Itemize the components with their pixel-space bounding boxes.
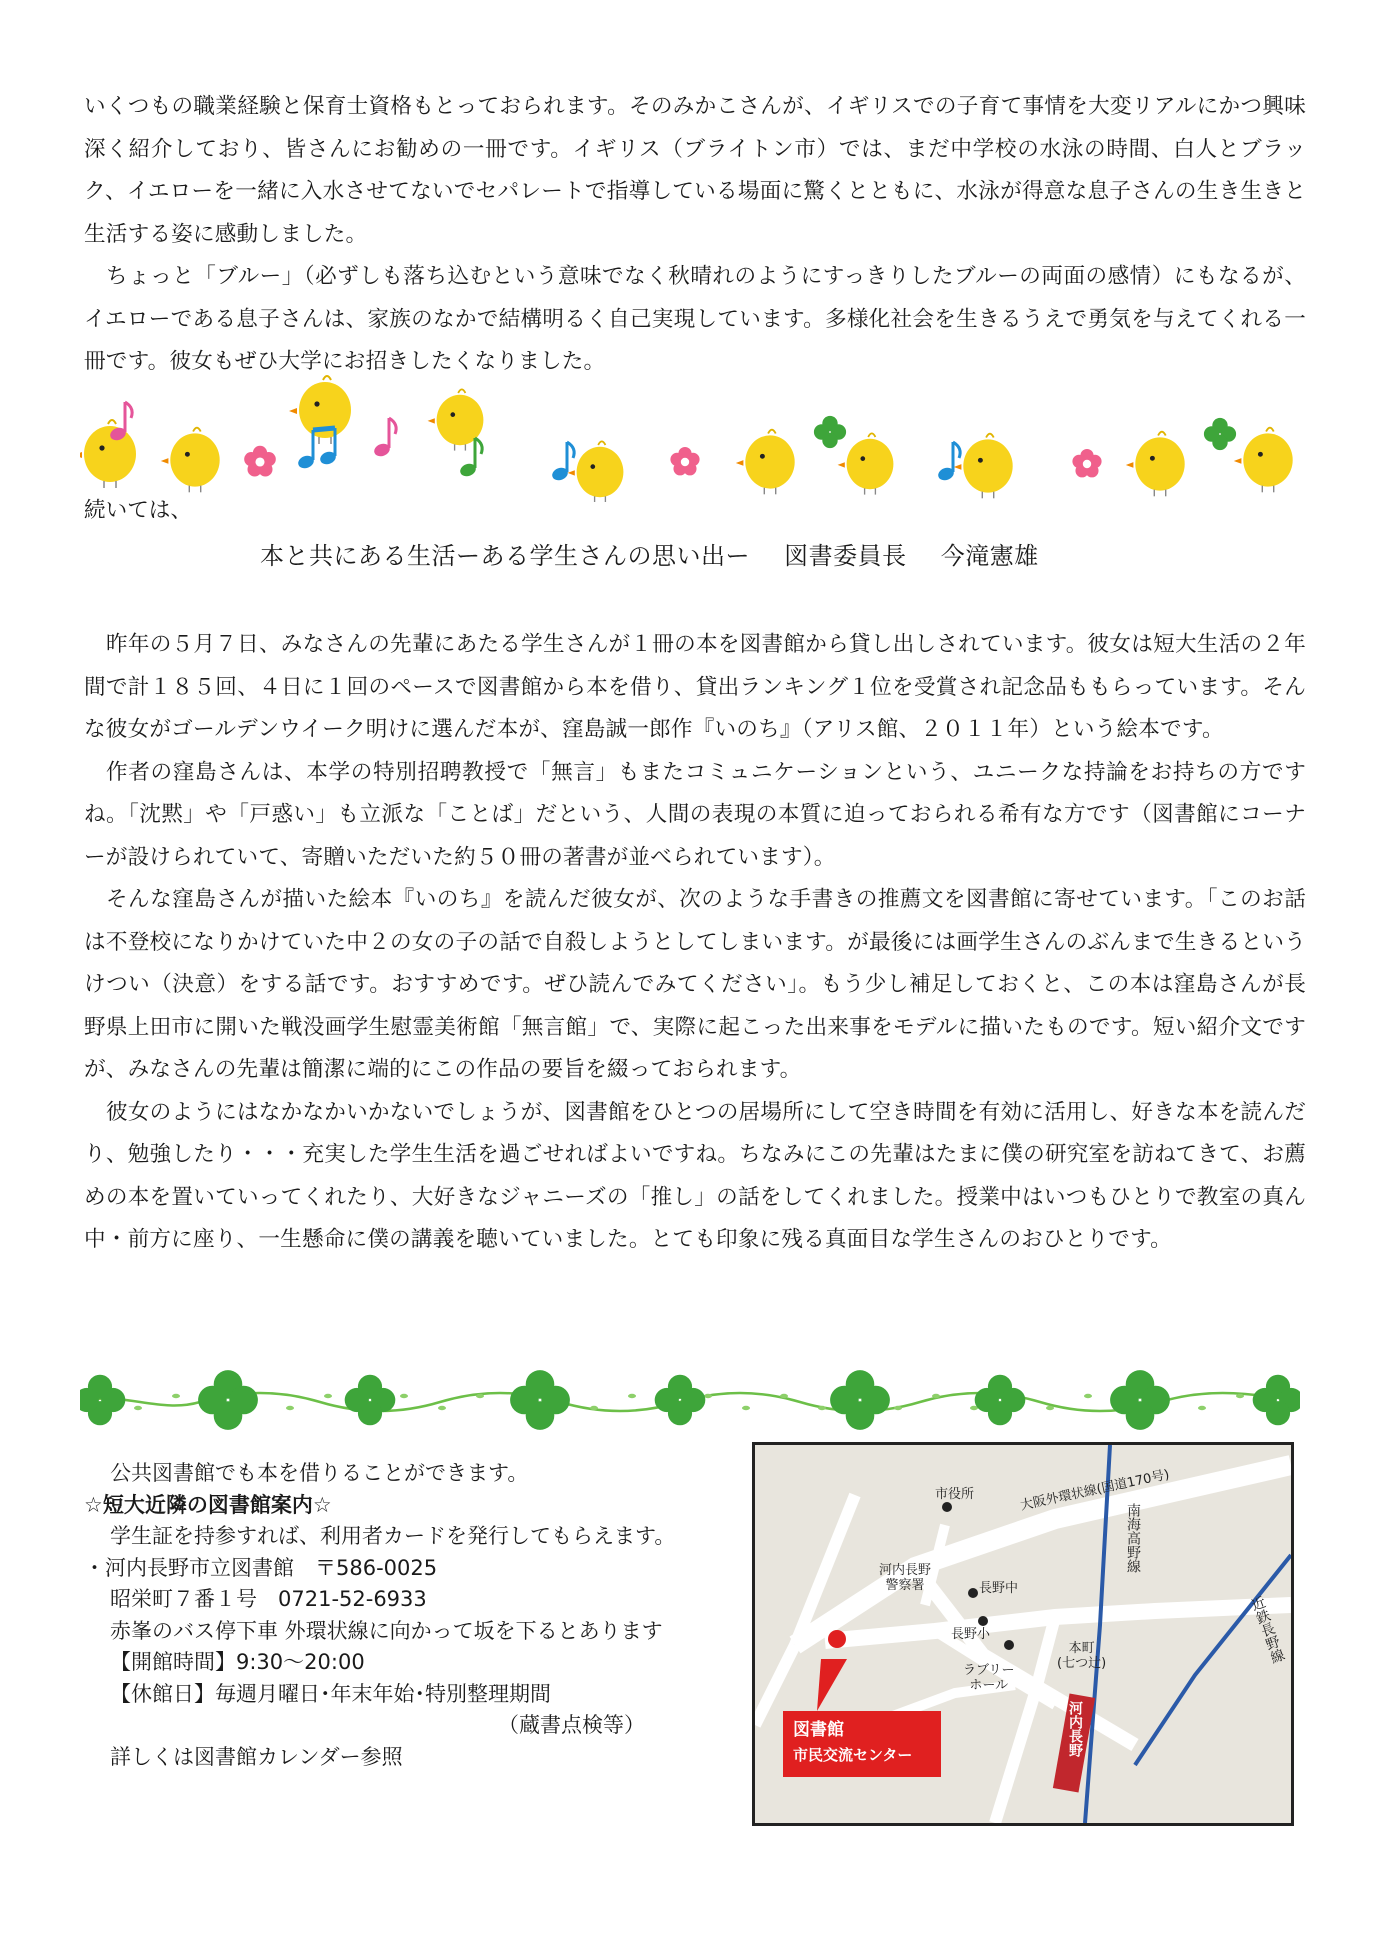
- article-heading: [260, 540, 1065, 572]
- clover-icon: [814, 416, 846, 448]
- chick-icon: [838, 433, 894, 494]
- article-author-name: 今滝憲雄: [940, 542, 1039, 570]
- clover-icon: [198, 1370, 258, 1430]
- vine-leaf: [1046, 1406, 1054, 1410]
- map-label-police: [879, 1563, 931, 1593]
- vine-leaf: [1198, 1406, 1206, 1410]
- vine-leaf: [590, 1406, 598, 1410]
- map-label-honmachi-2: (七つ辻): [1057, 1656, 1107, 1671]
- article-paragraph-4: 彼女のようにはなかなかいかないでしょうが、図書館をひとつの居場所にして空き時間を有効に活用し、好きな本を読んだり、勉強したり・・・充実した学生生活を過ごせればよいですね。ちなみにこの先輩はたまに僕の研究室を訪ねてきて、お薦めの本を置いていってくれたり、大好きなジャニーズの「推し」の話をしてくれました。授業中はいつもひとりで教室の真ん中・前方に座り、一生懸命に僕の講義を聴いていました。とても印象に残る真面目な学生さんのおひとりです。: [84, 1099, 1306, 1252]
- map-label-route: 大阪外環状線(国道170号): [1019, 1467, 1171, 1514]
- clover-icon: [1253, 1375, 1300, 1426]
- vine-leaf: [286, 1406, 294, 1410]
- hours-label: 【開館時間】: [110, 1650, 236, 1674]
- closed-label: 【休館日】: [110, 1681, 215, 1706]
- map-label-lovely-hall: [963, 1663, 1014, 1693]
- map-label-police-1: 河内長野: [879, 1563, 932, 1578]
- vine-leaf: [742, 1406, 750, 1410]
- library-closed: [84, 1679, 774, 1711]
- clover-icon: [655, 1375, 706, 1426]
- vine-leaf: [780, 1394, 788, 1398]
- clover-vine-illustration: [80, 1370, 1300, 1430]
- chick-icon: [161, 428, 220, 493]
- map-library-label: [783, 1711, 941, 1777]
- clover-icon: [975, 1375, 1026, 1426]
- vine-leaf: [324, 1394, 332, 1398]
- vine-leaf: [704, 1394, 712, 1398]
- intro-paragraph-2: ちょっと「ブルー」（必ずしも落ち込むという意味でなく秋晴れのようにすっきりしたブルーの両面の感情）にもなるが、イエローである息子さんは、家族のなかで結構明るく自己実現しています。多様化社会を生きるうえで勇気を与えてくれる一冊です。彼女もぜひ大学にお招きしたくなりました。: [84, 264, 1306, 374]
- flower-icon: [1072, 449, 1101, 477]
- vine-leaf: [400, 1394, 408, 1398]
- map-label-station: 河内長野: [1067, 1701, 1083, 1757]
- chick-icon: [568, 441, 624, 502]
- map-label-nagano-es: 長野小: [951, 1627, 991, 1642]
- vine-leaf: [894, 1406, 902, 1410]
- library-name-line: ・河内長野市立図書館 〒586-0025: [84, 1555, 438, 1580]
- vine-leaf: [438, 1406, 446, 1410]
- library-address-line: 昭栄町７番１号 0721-52-6933: [110, 1587, 427, 1611]
- library-info: [84, 1458, 774, 1773]
- vine-leaf: [1236, 1394, 1244, 1398]
- library-bus-line: 赤峯のバス停下車 外環状線に向かって坂を下るとあります: [110, 1618, 663, 1643]
- closed-note: （蔵書点検等）: [498, 1713, 645, 1737]
- article-body: [84, 624, 1306, 1262]
- article-paragraph-3: そんな窪島さんが描いた絵本『いのち』を読んだ彼女が、次のような手書きの推薦文を図書館に寄せています。「このお話は不登校になりかけていた中２の女の子の話で自殺しようとしてしまいます。が最後には画学生さんのぶんまで生きるというけつい（決意）をする話です。おすすめです。ぜひ読んでみてください」。もう少し補足しておくと、この本は窪島さんが長野県上田市に開いた戦没画学生慰霊美術館「無言館」で、実際に起こった出来事をモデルに描いたものです。短い紹介文ですが、みなさんの先輩は簡潔に端的にこの作品の要旨を綴っておられます。: [84, 887, 1306, 1082]
- clover-icon: [1204, 418, 1236, 450]
- flower-icon: [244, 446, 276, 477]
- hours-value: 9:30～20:00: [236, 1650, 365, 1674]
- clover-icon: [345, 1375, 396, 1426]
- chick-decoration-row: [80, 372, 1300, 502]
- chick-and-notes-illustration: [80, 372, 1300, 502]
- music-note-icon: [550, 442, 574, 482]
- map-label-nankai: 南海高野線: [1125, 1503, 1141, 1573]
- continue-label: 続いては、: [84, 498, 192, 523]
- intro-paragraph-1: いくつもの職業経験と保育士資格もとっておられます。そのみかこさんが、イギリスでの子育て事情を大変リアルにかつ興味深く紹介しており、皆さんにお勧めの一冊です。イギリス（ブライトン市）では、まだ中学校の水泳の時間、白人とブラック、イエローを一緒に入水させてないでセパレートで指導している場面に驚くとともに、水泳が得意な息子さんの生き生きと生活する姿に感動しました。: [84, 94, 1306, 247]
- chick-icon: [736, 430, 795, 495]
- library-info-line-2: 学生証を持参すれば、利用者カードを発行してもらえます。: [110, 1524, 676, 1548]
- vine-leaf: [134, 1406, 142, 1410]
- map-label-nagano-jhs: 長野中: [979, 1581, 1019, 1596]
- map-label-police-2: 警察署: [885, 1578, 925, 1593]
- library-info-heading: ☆短大近隣の図書館案内☆: [84, 1492, 332, 1517]
- article-paragraph-1: 昨年の５月７日、みなさんの先輩にあたる学生さんが１冊の本を図書館から貸し出しされています。彼女は短大生活の２年間で計１８５回、４日に１回のペースで図書館から本を借り、貸出ランキング１位を受賞され記念品ももらっています。そんな彼女がゴールデンウイーク明けに選んだ本が、窪島誠一郎作『いのち』（アリス館、２０１１年）という絵本です。: [84, 632, 1306, 742]
- clover-vine-divider: [80, 1370, 1300, 1430]
- music-note-icon: [372, 418, 396, 458]
- chick-icon: [954, 434, 1013, 499]
- map-label-lovely-2: ホール: [969, 1678, 1009, 1693]
- map-label-city-hall: 市役所: [935, 1487, 975, 1502]
- library-map: [752, 1442, 1294, 1826]
- map-library-label-2: 市民交流センター: [793, 1746, 913, 1764]
- vine-leaf: [628, 1394, 636, 1398]
- chick-icon: [1234, 428, 1293, 493]
- article-author-role: 図書委員長: [784, 542, 907, 570]
- chick-icon: [1126, 432, 1185, 497]
- vine-leaf: [172, 1394, 180, 1398]
- clover-icon: [510, 1370, 570, 1430]
- map-label-honmachi: [1057, 1641, 1106, 1671]
- library-info-line-1: 公共図書館でも本を借りることができます。: [110, 1461, 529, 1485]
- article-paragraph-2: 作者の窪島さんは、本学の特別招聘教授で「無言」もまたコミュニケーションという、ユニークな持論をお持ちの方ですね。「沈黙」や「戸惑い」も立派な「ことば」だという、人間の表現の本質に迫っておられる希有な方です（図書館にコーナーが設けられていて、寄贈いただいた約５０冊の著書が並べられています）。: [84, 759, 1306, 870]
- vine-leaf: [476, 1394, 484, 1398]
- map-label-honmachi-1: 本町: [1068, 1641, 1095, 1656]
- intro-text: [84, 86, 1306, 384]
- clover-icon: [80, 1375, 125, 1426]
- vine-leaf: [818, 1406, 826, 1410]
- map-label-kintetsu: 近鉄長野線: [1247, 1594, 1287, 1666]
- calendar-note: 詳しくは図書館カレンダー参照: [110, 1744, 403, 1769]
- map-label-lovely-1: ラブリー: [963, 1663, 1015, 1678]
- clover-icon: [830, 1370, 890, 1430]
- music-note-icon: [936, 442, 960, 482]
- chick-icon: [80, 420, 136, 488]
- clover-icon: [1110, 1370, 1170, 1430]
- closed-value: 毎週月曜日･年末年始･特別整理期間: [215, 1681, 551, 1706]
- article-title: 本と共にある生活ーある学生さんの思い出ー: [260, 542, 750, 570]
- map-library-label-1: 図書館: [793, 1720, 844, 1740]
- library-hours: [84, 1647, 774, 1679]
- flower-icon: [670, 447, 699, 475]
- vine-leaf: [1084, 1394, 1092, 1398]
- vine-leaf: [932, 1394, 940, 1398]
- chick-icon: [289, 376, 351, 444]
